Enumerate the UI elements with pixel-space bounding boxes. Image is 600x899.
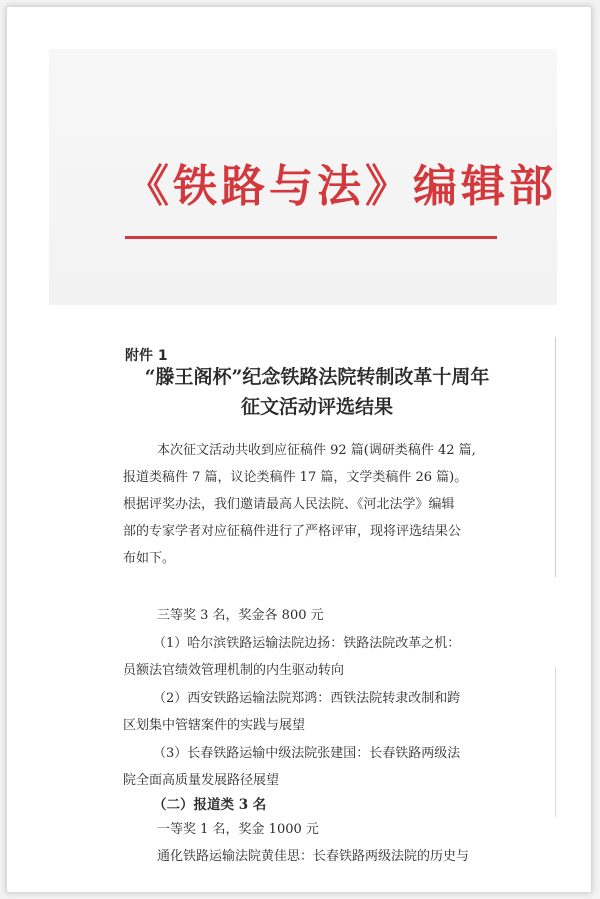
attachment-label: 附件 1 <box>125 348 168 364</box>
third-prize-heading: 三等奖 3 名，奖金各 800 元 <box>157 608 324 623</box>
intro-line: 部的专家学者对应征稿件进行了严格评审，现将评选结果公 <box>123 524 462 539</box>
intro-line: 本次征文活动共收到应征稿件 92 篇(调研类稿件 42 篇, <box>157 443 476 458</box>
page-edge-shadow <box>555 337 556 577</box>
document-page <box>6 6 592 893</box>
letterhead-title: 《铁路与法》编辑部 <box>125 161 557 212</box>
document-title-line1: “滕王阁杯”纪念铁路法院转制改革十周年 <box>144 366 490 388</box>
intro-line: 根据评奖办法，我们邀请最高人民法院、《河北法学》编辑 <box>123 497 455 512</box>
document-title-line2: 征文活动评选结果 <box>240 396 393 418</box>
first-prize-heading: 一等奖 1 名，奖金 1000 元 <box>157 822 319 837</box>
letterhead-red-rule <box>125 236 497 239</box>
page-edge-shadow <box>555 667 556 817</box>
intro-line: 布如下。 <box>123 551 176 566</box>
third-prize-entry-cont: 区划集中管辖案件的实践与展望 <box>123 718 306 733</box>
third-prize-entry: （2）西安铁路运输法院郑鸿：西铁法院转隶改制和跨 <box>153 691 461 706</box>
third-prize-entry-cont: 员额法官绩效管理机制的内生驱动转向 <box>123 663 345 678</box>
intro-line: 报道类稿件 7 篇，议论类稿件 17 篇，文学类稿件 26 篇)。 <box>123 470 468 485</box>
first-prize-entry: 通化铁路运输法院黄佳思：长春铁路两级法院的历史与 <box>157 849 470 864</box>
third-prize-entry-cont: 院全面高质量发展路径展望 <box>123 773 280 788</box>
third-prize-entry: （3）长春铁路运输中级法院张建国：长春铁路两级法 <box>153 746 461 761</box>
third-prize-entry: （1）哈尔滨铁路运输法院边扬：铁路法院改革之机： <box>153 636 461 651</box>
report-category-heading: （二）报道类 3 名 <box>153 797 267 813</box>
